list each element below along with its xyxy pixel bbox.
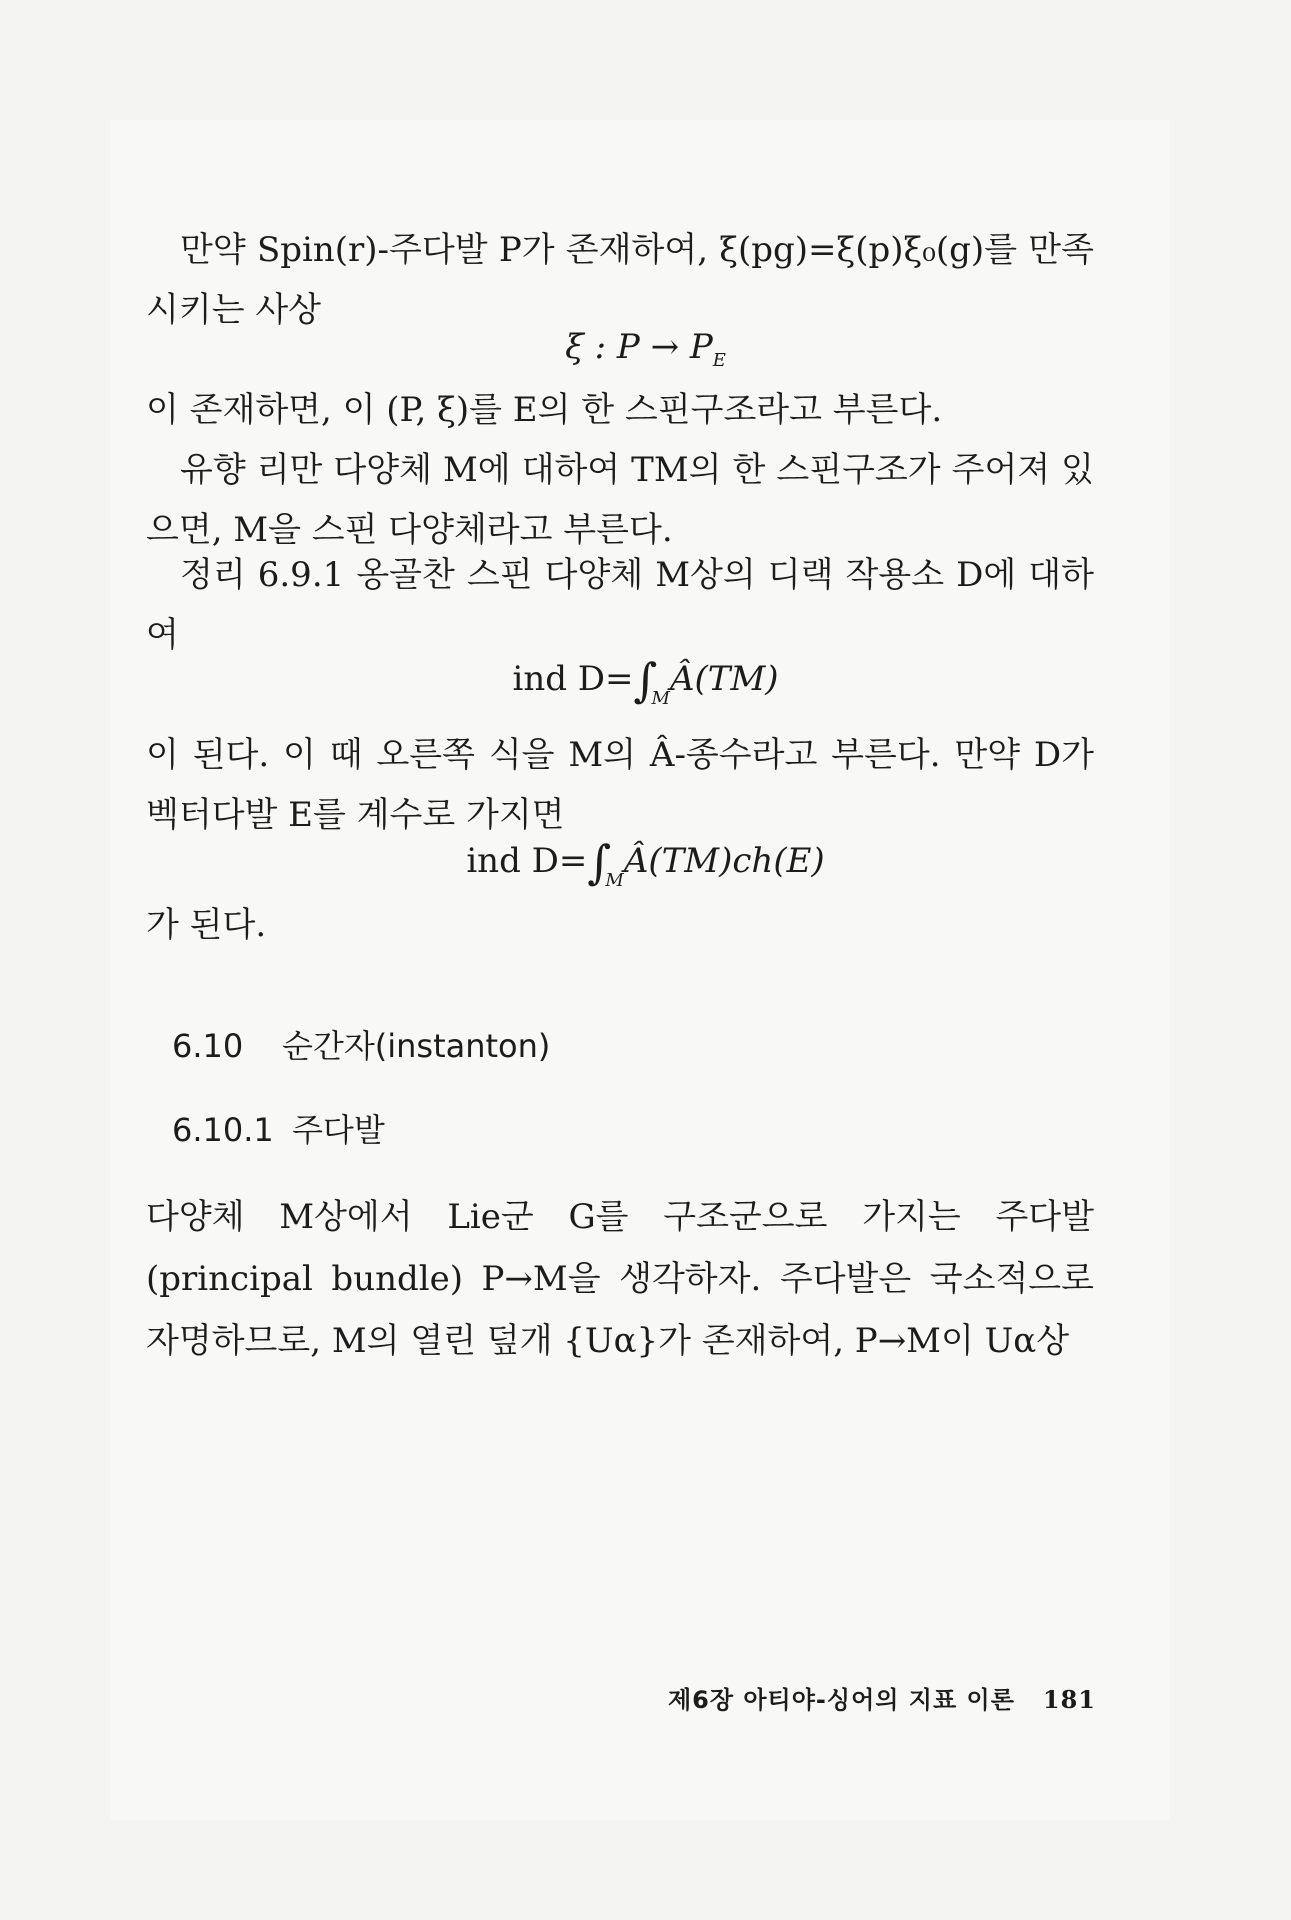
paragraph-conclusion: 가 된다. [146,905,267,945]
equation-xi-map-body: ξ : P → P [565,327,713,367]
subsection-number: 6.10.1 [172,1111,274,1149]
theorem-6-9-1: 정리 6.9.1 옹골찬 스핀 다양체 M상의 디랙 작용소 D에 대하여 [146,555,1094,655]
footer-chapter-title: 제6장 아티야-싱어의 지표 이론 [667,1686,1015,1714]
paragraph-spin-manifold-definition: 유향 리만 다양체 M에 대하여 TM의 한 스핀구조가 주어져 있으면, M을 스핀 다양체라고 부른다. [146,450,1094,550]
subsection-title: 주다발 [292,1111,385,1149]
subsection-heading [172,1110,385,1150]
equation-xi-map [0,322,1291,386]
page-footer [0,1680,1096,1715]
integral-subscript: M [605,870,624,891]
integral-sign: ∫ [633,653,658,707]
paragraph-spin-structure-condition: 만약 Spin(r)-주다발 P가 존재하여, ξ(pg)=ξ(p)ξ₀(g)를 만족시키는 사상 [146,230,1094,330]
integral-subscript: M [651,688,670,709]
equation-index-dirac-rhs: Â(TM) [669,659,779,699]
paragraph-spin-structure-definition: 이 존재하면, 이 (P, ξ)를 E의 한 스핀구조라고 부른다. [146,390,943,430]
paragraph-principal-bundle: 다양체 M상에서 Lie군 G를 구조군으로 가지는 주다발 (principal bundle) P→M을 생각하자. 주다발은 국소적으로 자명하므로, M의 열린 덮개 {Uα}가 존재하여, P→M이 Uα상 [146,1197,1094,1361]
section-number: 6.10 [172,1027,244,1065]
equation-index-twisted-lhs: ind D= [466,841,588,881]
equation-index-dirac [0,654,1291,724]
page-number: 181 [1042,1685,1096,1714]
section-title: 순간자(instanton) [282,1027,551,1065]
section-heading [172,1026,550,1066]
integral-sign: ∫ [587,835,612,889]
paragraph-a-hat-genus: 이 된다. 이 때 오른쪽 식을 M의 Â-종수라고 부른다. 만약 D가 벡터다발 E를 계수로 가지면 [146,735,1094,835]
equation-xi-map-subscript: E [712,350,726,371]
equation-index-twisted-rhs: Â(TM)ch(E) [623,841,825,881]
equation-index-dirac-lhs: ind D= [512,659,634,699]
